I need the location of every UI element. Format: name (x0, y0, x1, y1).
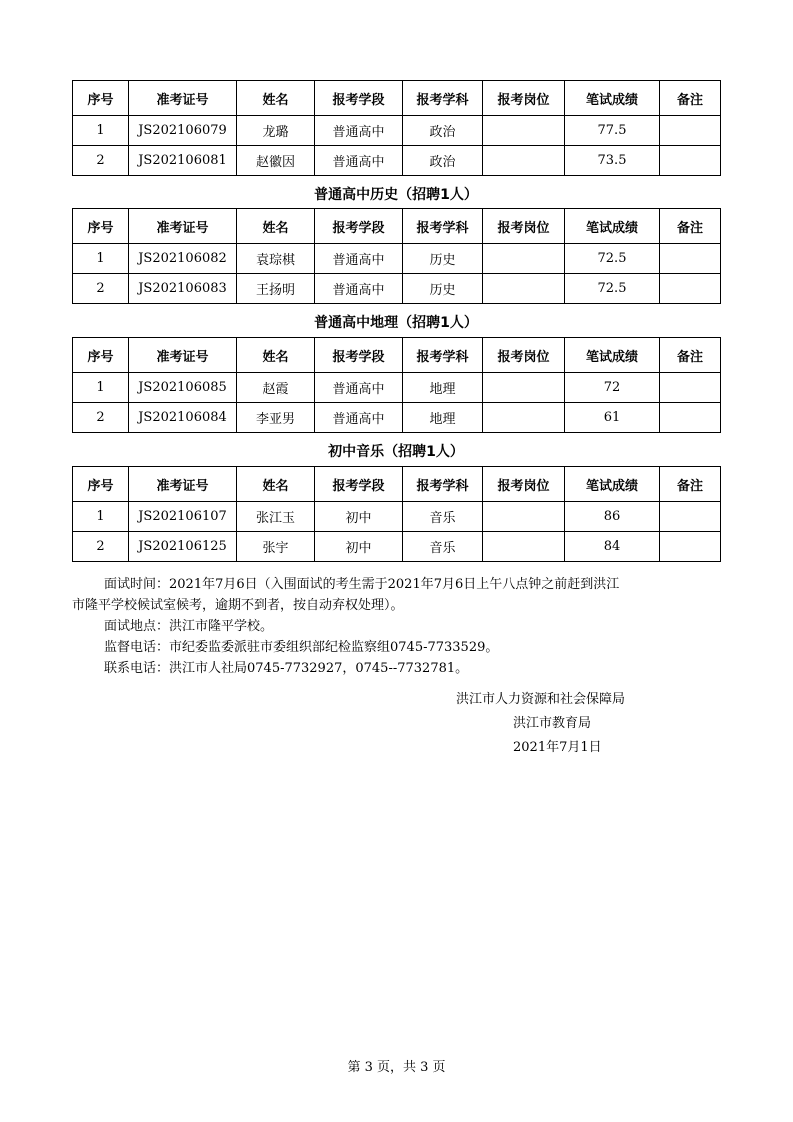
table-row (73, 373, 721, 403)
header-name: 姓名 (237, 81, 315, 116)
header-stage: 报考学段 (315, 338, 403, 373)
header-stage: 报考学段 (315, 209, 403, 244)
cell-remark (660, 373, 721, 403)
score-table-geography (72, 337, 721, 433)
header-remark: 备注 (660, 467, 721, 502)
cell-subject: 历史 (403, 244, 483, 274)
header-subject: 报考学科 (403, 467, 483, 502)
cell-position (483, 403, 565, 433)
cell-stage: 普通高中 (315, 373, 403, 403)
signature-date: 2021年7月1日 (513, 740, 602, 755)
cell-position (483, 532, 565, 562)
header-ticket-no: 准考证号 (129, 81, 237, 116)
cell-remark (660, 403, 721, 433)
header-position: 报考岗位 (483, 209, 565, 244)
notes-block (72, 574, 722, 679)
cell-ticket-no: JS202106084 (129, 403, 237, 433)
header-seq: 序号 (73, 338, 129, 373)
cell-remark (660, 146, 721, 176)
header-seq: 序号 (73, 467, 129, 502)
cell-ticket-no: JS202106125 (129, 532, 237, 562)
cell-stage: 初中 (315, 502, 403, 532)
page-footer: 第 3 页，共 3 页 (347, 1060, 446, 1075)
header-score: 笔试成绩 (565, 338, 660, 373)
cell-subject: 音乐 (403, 532, 483, 562)
cell-stage: 普通高中 (315, 116, 403, 146)
cell-score: 84 (565, 532, 660, 562)
cell-name: 王扬明 (237, 274, 315, 304)
table-row (73, 116, 721, 146)
table-header-row (73, 467, 721, 502)
header-score: 笔试成绩 (565, 81, 660, 116)
signature-org-education: 洪江市教育局 (513, 716, 592, 731)
header-score: 笔试成绩 (565, 209, 660, 244)
cell-name: 赵徽因 (237, 146, 315, 176)
cell-name: 袁琮棋 (237, 244, 315, 274)
header-stage: 报考学段 (315, 467, 403, 502)
header-score: 笔试成绩 (565, 467, 660, 502)
cell-name: 张江玉 (237, 502, 315, 532)
signature-org-hr: 洪江市人力资源和社会保障局 (456, 692, 626, 707)
cell-position (483, 244, 565, 274)
header-ticket-no: 准考证号 (129, 467, 237, 502)
cell-position (483, 502, 565, 532)
cell-position (483, 146, 565, 176)
header-subject: 报考学科 (403, 209, 483, 244)
supervision-phone: 监督电话：市纪委监委派驻市委组织部纪检监察组0745-7733529。 (104, 640, 499, 655)
cell-subject: 地理 (403, 373, 483, 403)
cell-score: 86 (565, 502, 660, 532)
cell-stage: 普通高中 (315, 244, 403, 274)
score-table-history (72, 208, 721, 304)
cell-score: 61 (565, 403, 660, 433)
cell-remark (660, 274, 721, 304)
header-position: 报考岗位 (483, 467, 565, 502)
score-table-politics (72, 80, 721, 176)
table-row (73, 532, 721, 562)
cell-remark (660, 244, 721, 274)
cell-ticket-no: JS202106079 (129, 116, 237, 146)
table-row (73, 244, 721, 274)
table-row (73, 274, 721, 304)
header-stage: 报考学段 (315, 81, 403, 116)
cell-score: 73.5 (565, 146, 660, 176)
cell-name: 张宇 (237, 532, 315, 562)
header-position: 报考岗位 (483, 338, 565, 373)
header-seq: 序号 (73, 209, 129, 244)
table-row (73, 502, 721, 532)
table-header-row (73, 81, 721, 116)
table-row (73, 146, 721, 176)
cell-ticket-no: JS202106085 (129, 373, 237, 403)
header-ticket-no: 准考证号 (129, 209, 237, 244)
cell-seq: 2 (73, 274, 129, 304)
cell-subject: 地理 (403, 403, 483, 433)
interview-time-line1: 面试时间：2021年7月6日（入围面试的考生需于2021年7月6日上午八点钟之前赶到洪江 (104, 577, 620, 592)
cell-subject: 政治 (403, 116, 483, 146)
cell-score: 72 (565, 373, 660, 403)
cell-ticket-no: JS202106082 (129, 244, 237, 274)
header-remark: 备注 (660, 209, 721, 244)
cell-remark (660, 532, 721, 562)
cell-position (483, 373, 565, 403)
cell-seq: 1 (73, 244, 129, 274)
section-title-music: 初中音乐（招聘1人） (328, 444, 464, 460)
cell-seq: 1 (73, 502, 129, 532)
header-subject: 报考学科 (403, 81, 483, 116)
cell-stage: 普通高中 (315, 274, 403, 304)
header-name: 姓名 (237, 209, 315, 244)
cell-ticket-no: JS202106107 (129, 502, 237, 532)
section-title-geography: 普通高中地理（招聘1人） (314, 315, 478, 331)
cell-name: 李亚男 (237, 403, 315, 433)
header-subject: 报考学科 (403, 338, 483, 373)
cell-name: 赵霞 (237, 373, 315, 403)
header-name: 姓名 (237, 338, 315, 373)
interview-time-line2: 市隆平学校候试室候考，逾期不到者，按自动弃权处理）。 (72, 598, 404, 613)
cell-name: 龙璐 (237, 116, 315, 146)
cell-subject: 历史 (403, 274, 483, 304)
cell-score: 72.5 (565, 244, 660, 274)
header-name: 姓名 (237, 467, 315, 502)
header-position: 报考岗位 (483, 81, 565, 116)
cell-stage: 普通高中 (315, 146, 403, 176)
cell-seq: 2 (73, 532, 129, 562)
table-header-row (73, 209, 721, 244)
cell-remark (660, 502, 721, 532)
cell-ticket-no: JS202106081 (129, 146, 237, 176)
cell-stage: 普通高中 (315, 403, 403, 433)
table-header-row (73, 338, 721, 373)
cell-score: 77.5 (565, 116, 660, 146)
section-title-history: 普通高中历史（招聘1人） (314, 187, 478, 203)
cell-subject: 政治 (403, 146, 483, 176)
cell-seq: 2 (73, 146, 129, 176)
table-row (73, 403, 721, 433)
cell-stage: 初中 (315, 532, 403, 562)
header-remark: 备注 (660, 338, 721, 373)
cell-ticket-no: JS202106083 (129, 274, 237, 304)
interview-place: 面试地点：洪江市隆平学校。 (104, 619, 274, 634)
cell-seq: 1 (73, 373, 129, 403)
header-seq: 序号 (73, 81, 129, 116)
cell-score: 72.5 (565, 274, 660, 304)
contact-phone: 联系电话：洪江市人社局0745-7732927，0745--7732781。 (104, 661, 469, 676)
cell-remark (660, 116, 721, 146)
header-ticket-no: 准考证号 (129, 338, 237, 373)
header-remark: 备注 (660, 81, 721, 116)
cell-seq: 1 (73, 116, 129, 146)
cell-seq: 2 (73, 403, 129, 433)
cell-position (483, 116, 565, 146)
cell-subject: 音乐 (403, 502, 483, 532)
cell-position (483, 274, 565, 304)
score-table-music (72, 466, 721, 562)
